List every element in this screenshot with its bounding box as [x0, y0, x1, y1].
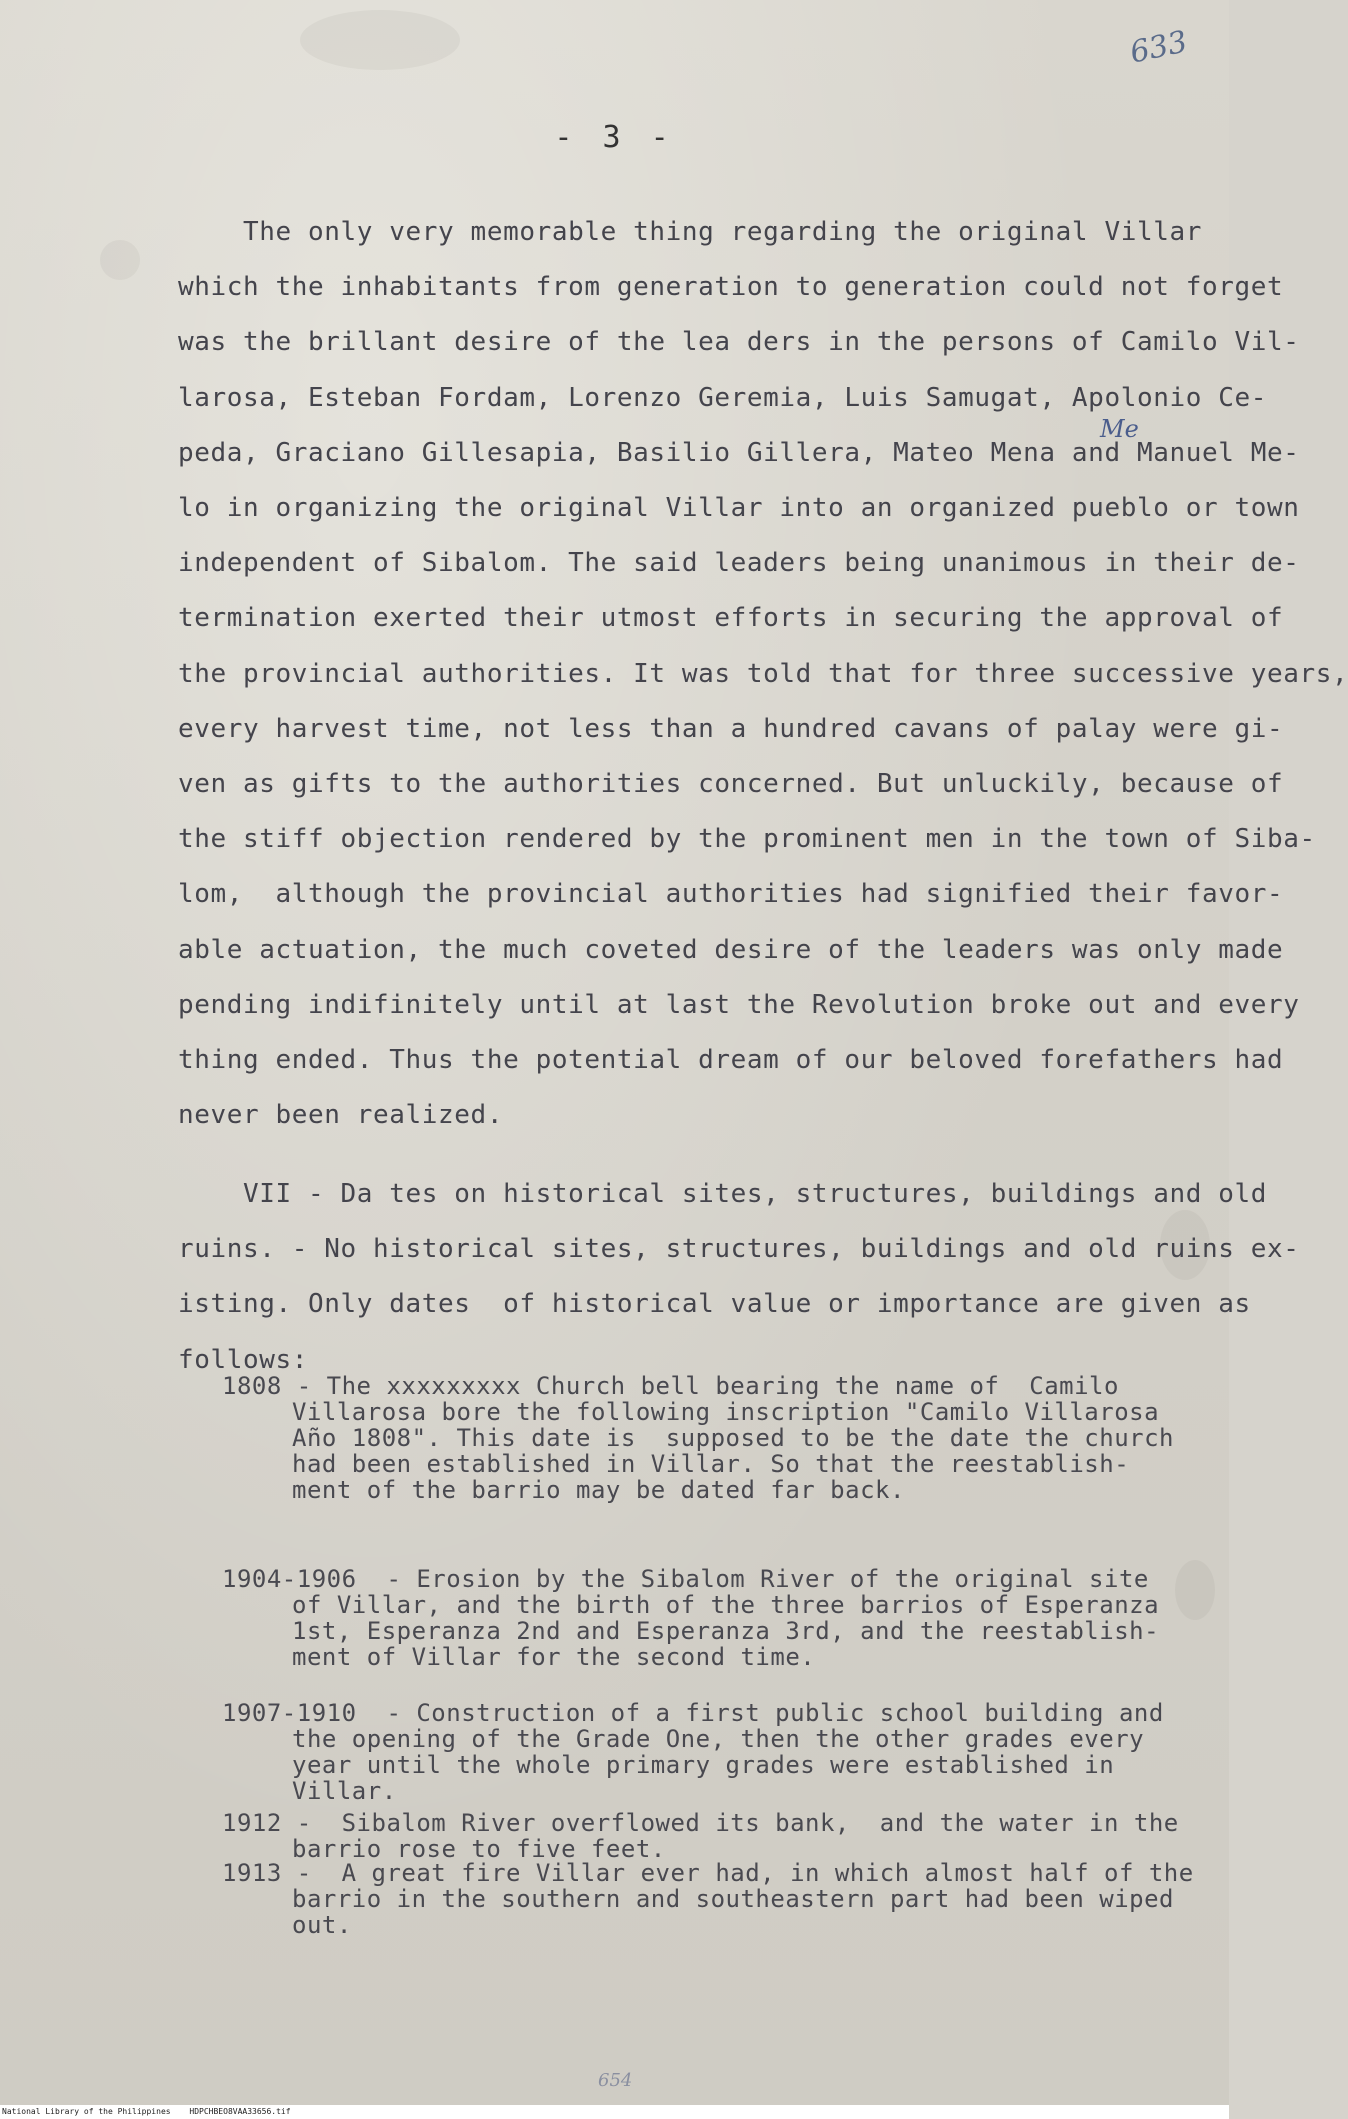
text-line: ruins. - No historical sites, structures, buildings and old ruins ex-: [178, 1234, 1300, 1265]
text-line: year until the whole primary grades were established in: [292, 1751, 1115, 1779]
text-line: the opening of the Grade One, then the other grades every: [292, 1725, 1145, 1753]
text-line: Año 1808". This date is supposed to be the date the church: [292, 1424, 1175, 1452]
date-entry: [222, 1860, 1194, 1938]
text-line: VII - Da tes on historical sites, structures, buildings and old: [178, 1179, 1267, 1209]
text-line: 1907-1910 - Construction of a first public school building and: [222, 1699, 1164, 1727]
footer-file: HDPCHBEO8VAA33656.tif: [189, 2107, 291, 2116]
paper-stain: [100, 240, 140, 280]
text-line: barrio rose to five feet.: [292, 1835, 666, 1863]
text-line: ment of the barrio may be dated far back.: [292, 1476, 905, 1504]
text-line: independent of Sibalom. The said leaders being unanimous in their de-: [178, 548, 1300, 579]
paragraph-1: [178, 205, 1348, 1143]
paragraph-2: [178, 1167, 1300, 1388]
text-line: follows:: [178, 1344, 309, 1375]
paper-stain: [1175, 1560, 1215, 1620]
text-line: 1st, Esperanza 2nd and Esperanza 3rd, and the reestablish-: [292, 1617, 1160, 1645]
text-line: never been realized.: [178, 1100, 504, 1131]
text-line: barrio in the southern and southeastern part had been wiped: [292, 1885, 1175, 1913]
text-line: the stiff objection rendered by the prominent men in the town of Siba-: [178, 824, 1316, 855]
text-line: the provincial authorities. It was told that for three successive years,: [178, 658, 1348, 689]
text-line: out.: [292, 1911, 352, 1939]
text-line: The only very memorable thing regarding the original Villar: [178, 217, 1202, 247]
text-line: able actuation, the much coveted desire of the leaders was only made: [178, 934, 1284, 965]
text-line: larosa, Esteban Fordam, Lorenzo Geremia, Luis Samugat, Apolonio Ce-: [178, 382, 1267, 413]
date-entry: [222, 1810, 1179, 1862]
date-entry: [222, 1373, 1174, 1503]
folio-note: 633: [1126, 24, 1191, 71]
margin-annotation: Me: [1100, 415, 1139, 443]
text-line: lo in organizing the original Villar into an organized pueblo or town: [178, 493, 1300, 524]
text-line: had been established in Villar. So that the reestablish-: [292, 1450, 1130, 1478]
text-line: Villarosa bore the following inscription "Camilo Villarosa: [292, 1398, 1160, 1426]
date-entry: [222, 1566, 1159, 1670]
bottom-note: 654: [598, 2070, 633, 2091]
scan-footer: [0, 2105, 1229, 2119]
paper-stain: [300, 10, 460, 70]
text-line: ven as gifts to the authorities concerned. But unluckily, because of: [178, 769, 1284, 800]
text-line: was the brillant desire of the lea ders in the persons of Camilo Vil-: [178, 327, 1300, 358]
text-line: ment of Villar for the second time.: [292, 1643, 816, 1671]
text-line: 1913 - A great fire Villar ever had, in which almost half of the: [222, 1859, 1194, 1887]
text-line: Villar.: [292, 1777, 397, 1805]
footer-source: National Library of the Philippines: [2, 2107, 171, 2116]
text-line: pending indifinitely until at last the Revolution broke out and every: [178, 989, 1300, 1020]
date-entry: [222, 1700, 1164, 1804]
text-line: peda, Graciano Gillesapia, Basilio Gillera, Mateo Mena and Manuel Me-: [178, 437, 1300, 468]
text-line: which the inhabitants from generation to generation could not forget: [178, 272, 1284, 303]
text-line: 1808 - The xxxxxxxxx Church bell bearing the name of Camilo: [222, 1372, 1119, 1400]
text-line: every harvest time, not less than a hundred cavans of palay were gi-: [178, 713, 1284, 744]
text-line: of Villar, and the birth of the three barrios of Esperanza: [292, 1591, 1160, 1619]
text-line: lom, although the provincial authorities had signified their favor-: [178, 879, 1284, 910]
text-line: 1904-1906 - Erosion by the Sibalom River of the original site: [222, 1565, 1149, 1593]
text-line: 1912 - Sibalom River overflowed its bank, and the water in the: [222, 1809, 1179, 1837]
text-line: termination exerted their utmost efforts in securing the approval of: [178, 603, 1284, 634]
page-number: - 3 -: [554, 120, 675, 155]
text-line: thing ended. Thus the potential dream of our beloved forefathers had: [178, 1045, 1284, 1076]
text-line: isting. Only dates of historical value or importance are given as: [178, 1289, 1251, 1320]
